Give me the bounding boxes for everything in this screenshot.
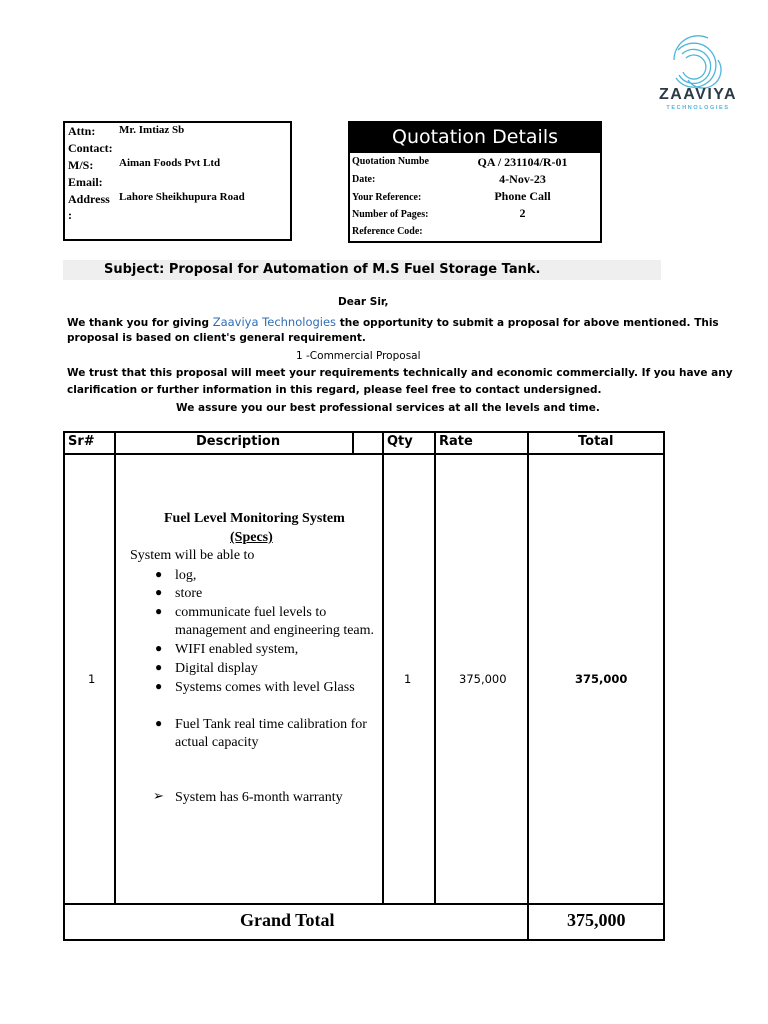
row-rate: 375,000 [459, 672, 507, 686]
quotation-table [63, 431, 665, 941]
subject-line: Subject: Proposal for Automation of M.S Fuel Storage Tank. [104, 262, 541, 277]
spec-item: Fuel Tank real time calibration for [175, 717, 367, 732]
company-logo-name: ZAAVIYA [658, 86, 738, 103]
number-of-pages-label: Number of Pages: [352, 209, 429, 220]
item-specs-heading: (Specs) [230, 530, 273, 545]
spec-item: WIFI enabled system, [175, 642, 299, 657]
date-label: Date: [352, 174, 376, 185]
quotation-number-value: QA / 231104/R-01 [477, 155, 568, 169]
header-rate: Rate [439, 434, 473, 449]
paragraph-3: We assure you our best professional services at all the levels and time. [176, 402, 600, 414]
company-name-link: Zaaviya Technologies [212, 315, 337, 329]
spec-item: store [175, 586, 203, 601]
row-qty: 1 [404, 672, 412, 686]
paragraph-2-line-2: clarification or further information in this regard, please feel free to contact undersigned. [67, 384, 602, 396]
item-intro: System will be able to [130, 548, 255, 563]
grand-total-divider [63, 903, 665, 905]
date-value: 4-Nov-23 [499, 172, 546, 186]
header-qty: Qty [387, 434, 413, 449]
header-sr: Sr# [68, 434, 95, 449]
paragraph-1-line-1 [67, 315, 719, 329]
col-divider-desc-header [352, 431, 354, 455]
quotation-details-box [348, 153, 602, 243]
spec-item: Digital display [175, 661, 258, 676]
grand-total-value: 375,000 [567, 910, 626, 930]
header-description: Description [196, 434, 281, 449]
quotation-details-title: Quotation Details [348, 121, 602, 153]
number-of-pages-value: 2 [519, 206, 526, 220]
spec-item: log, [175, 568, 197, 583]
row-total: 375,000 [575, 672, 628, 686]
company-logo-tagline: TECHNOLOGIES [666, 105, 730, 111]
spec-item-continued: management and engineering team. [175, 623, 375, 638]
col-divider-qty [434, 431, 436, 905]
bullet-icon: ● [155, 641, 163, 655]
bullet-icon: ● [155, 604, 163, 618]
spec-item-continued: actual capacity [175, 735, 259, 750]
reference-code-label: Reference Code: [352, 226, 423, 237]
bullet-icon: ● [155, 716, 163, 730]
grand-total-label: Grand Total [240, 910, 335, 930]
address-label: Address [68, 192, 110, 206]
col-divider-desc [382, 431, 384, 905]
email-label: Email: [68, 175, 103, 189]
section-heading: 1 -Commercial Proposal [296, 350, 421, 362]
ms-value: Aiman Foods Pvt Ltd [119, 157, 221, 169]
header-row-divider [63, 453, 665, 455]
address-colon: : [68, 208, 72, 222]
your-reference-value: Phone Call [494, 189, 551, 203]
attn-label: Attn: [68, 124, 96, 138]
bullet-icon: ● [155, 567, 163, 581]
paragraph-2-line-1: We trust that this proposal will meet your requirements technically and economic commercially. If you have any [67, 367, 733, 379]
address-value: Lahore Sheikhupura Road [119, 191, 245, 203]
your-reference-label: Your Reference: [352, 192, 422, 203]
attn-value: Mr. Imtiaz Sb [119, 124, 185, 136]
greeting: Dear Sir, [338, 296, 389, 308]
row-sr: 1 [88, 672, 96, 686]
col-divider-sr [114, 431, 116, 905]
arrow-bullet-icon: ➢ [153, 788, 164, 803]
contact-label: Contact: [68, 141, 113, 155]
item-title: Fuel Level Monitoring System [164, 511, 345, 526]
spec-item: Systems comes with level Glass [175, 680, 355, 695]
spec-item: communicate fuel levels to [175, 605, 327, 620]
bullet-icon: ● [155, 660, 163, 674]
paragraph-1-post: the opportunity to submit a proposal for above mentioned. This [336, 317, 719, 329]
paragraph-1-pre: We thank you for giving [67, 317, 213, 329]
ms-label: M/S: [68, 158, 94, 172]
header-total: Total [578, 434, 614, 449]
col-divider-rate [527, 431, 529, 941]
warranty-item: System has 6-month warranty [175, 790, 343, 805]
quotation-number-label: Quotation Numbe [352, 156, 429, 167]
bullet-icon: ● [155, 585, 163, 599]
paragraph-1-line-2: proposal is based on client's general requirement. [67, 332, 366, 344]
bullet-icon: ● [155, 679, 163, 693]
recipient-info-box [63, 121, 292, 241]
